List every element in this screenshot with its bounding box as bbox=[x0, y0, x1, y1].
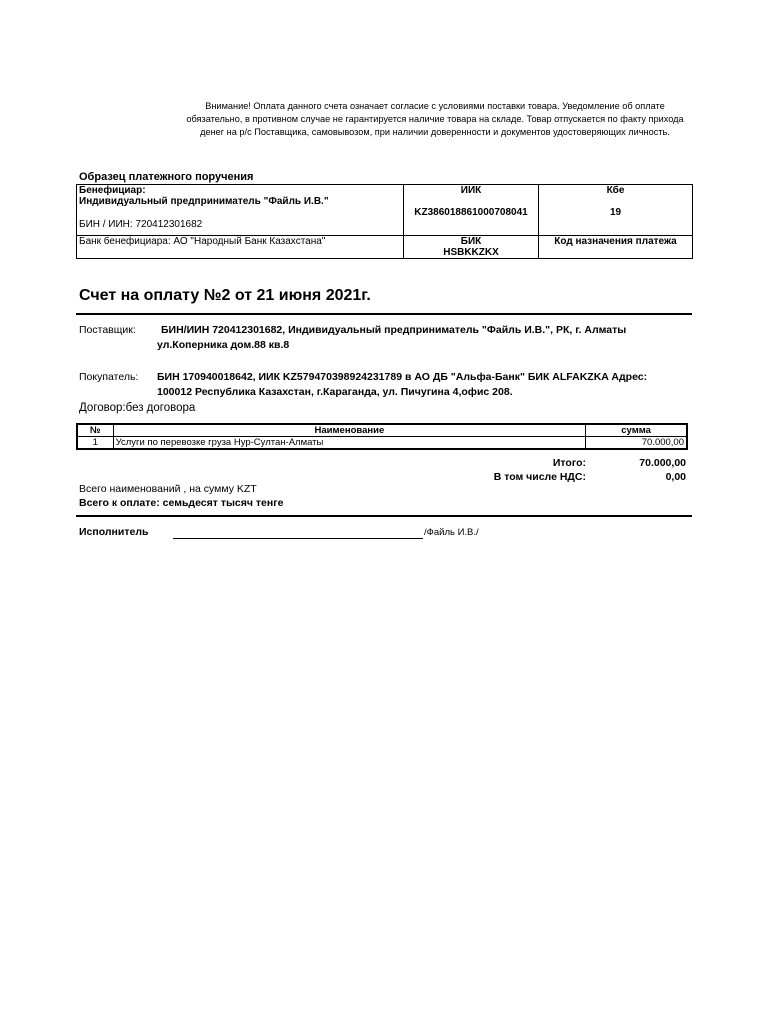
row-name: Услуги по перевозке груза Нур-Султан-Алматы bbox=[113, 437, 586, 450]
header-sum: сумма bbox=[586, 424, 687, 437]
supplier-label: Поставщик: bbox=[79, 324, 136, 336]
kbe-value: 19 bbox=[609, 207, 622, 218]
title-divider bbox=[76, 313, 692, 315]
contract-info: Договор:без договора bbox=[79, 402, 196, 414]
total-value: 70.000,00 bbox=[639, 457, 686, 469]
beneficiary-label: Бенефициар: bbox=[79, 185, 146, 196]
table-row bbox=[77, 437, 687, 450]
vat-label: В том числе НДС: bbox=[493, 471, 586, 483]
supplier-line-1: БИН/ИИН 720412301682, Индивидуальный предприниматель "Файль И.В.", РК, г. Алматы bbox=[161, 324, 627, 336]
beneficiary-bin: БИН / ИИН: 720412301682 bbox=[79, 219, 203, 230]
supplier-line-2: ул.Коперника дом.88 кв.8 bbox=[157, 339, 290, 351]
row-sum: 70.000,00 bbox=[586, 437, 687, 450]
vat-value: 0,00 bbox=[665, 471, 686, 483]
total-label: Итого: bbox=[552, 457, 586, 469]
invoice-title: Счет на оплату №2 от 21 июня 2021г. bbox=[79, 287, 371, 304]
payment-order-table bbox=[76, 184, 693, 259]
beneficiary-name: Индивидуальный предприниматель "Файль И.В." bbox=[79, 196, 329, 207]
signature-line bbox=[173, 538, 423, 539]
signature-label: Исполнитель bbox=[79, 526, 149, 538]
footer-divider bbox=[76, 515, 692, 517]
buyer-line-2: 100012 Республика Казахстан, г.Караганда, ул. Пичугина 4,офис 208. bbox=[157, 386, 513, 398]
iik-label: ИИК bbox=[460, 185, 482, 196]
buyer-label: Покупатель: bbox=[79, 371, 139, 383]
items-count: Всего наименований , на сумму KZT bbox=[79, 483, 257, 495]
bik-label: БИК bbox=[460, 236, 482, 247]
payment-notice: Внимание! Оплата данного счета означает согласие с условиями поставки товара. Уведомление об оплате обязательно, в противном случае не гарантируется наличие товара на складе. Товар отпускается по факту прихода денег на р/с Поставщика, самовывозом, при наличии доверенности и документов удостоверяющих личность. bbox=[186, 101, 684, 137]
signature-name: /Файль И.В./ bbox=[424, 527, 479, 538]
beneficiary-bank: Банк бенефициара: АО "Народный Банк Казахстана" bbox=[79, 236, 326, 247]
row-num: 1 bbox=[77, 437, 113, 450]
buyer-details bbox=[157, 370, 692, 400]
iik-value: KZ386018861000708041 bbox=[414, 207, 528, 218]
header-num: № bbox=[77, 424, 113, 437]
total-in-words: Всего к оплате: семьдесят тысяч тенге bbox=[79, 497, 284, 509]
items-table bbox=[76, 423, 688, 450]
header-name: Наименование bbox=[113, 424, 586, 437]
kbe-label: Кбе bbox=[606, 185, 625, 196]
purpose-code-label: Код назначения платежа bbox=[554, 236, 677, 247]
payment-order-title: Образец платежного поручения bbox=[79, 171, 254, 183]
supplier-details bbox=[157, 323, 692, 353]
bik-value: HSBKKZKX bbox=[443, 247, 499, 258]
buyer-line-1: БИН 170940018642, ИИК KZ579470398924231789 в АО ДБ "Альфа-Банк" БИК ALFAKZKA Адрес: bbox=[157, 371, 648, 383]
